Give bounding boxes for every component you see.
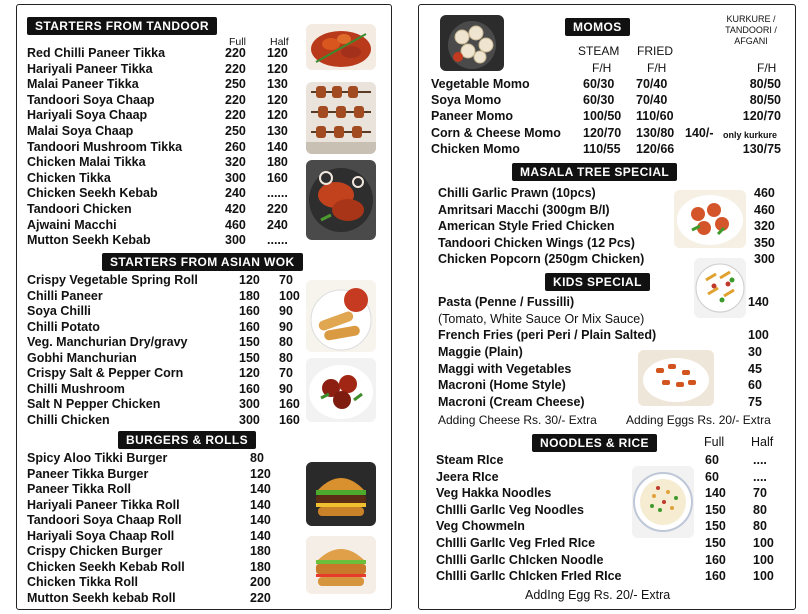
item-price: 30 (748, 344, 762, 359)
item-price-half: 100 (753, 536, 774, 550)
item-price-half: 240 (267, 217, 288, 232)
item-name: Chicken Tikka (27, 170, 111, 185)
item-price: 60 (748, 378, 762, 393)
tandoori-chicken-image (306, 160, 376, 240)
item-price-full: 250 (225, 77, 246, 92)
item-price: 100 (748, 328, 769, 342)
item-name: Tandoori Mushroom Tikka (27, 139, 183, 154)
item-name: Maggi with Vegetables (438, 361, 572, 376)
item-price-half: 100 (753, 552, 774, 567)
item-name: Tandoori Chicken (27, 202, 132, 216)
section-header-masala-tree: MASALA TREE SPECIAL (512, 163, 677, 181)
item-name: Steam RIce (436, 453, 504, 467)
item-price-steam: 110/55 (583, 141, 621, 156)
item-price: 140 (748, 295, 769, 309)
item-price: 180 (250, 544, 271, 558)
item-price-half: 70 (753, 486, 767, 501)
item-price-kurkure: 120/70 (742, 109, 781, 124)
item-price-half: 100 (753, 569, 774, 584)
section-header-kids: KIDS SPECIAL (545, 273, 650, 291)
item-name: Chicken Momo (431, 141, 520, 156)
item-price-half: 90 (279, 381, 293, 396)
col-kurkure-label: KURKURE / TANDOORI / AFGANI (725, 14, 777, 46)
item-name: Chicken Popcorn (250gm Chicken) (438, 252, 645, 266)
item-price-full: 160 (705, 569, 726, 584)
item-name: Tandoori Soya Chaap (27, 92, 155, 107)
section-header-burgers: BURGERS & ROLLS (118, 431, 256, 449)
item-name: Chilli Paneer (27, 288, 103, 303)
item-name: Malai Paneer Tikka (27, 77, 139, 92)
item-price-full: 250 (225, 124, 246, 138)
item-price-half: 100 (279, 288, 300, 303)
item-price-half: 80 (753, 502, 767, 517)
item-price: 120 (250, 466, 271, 481)
item-price-full: 220 (225, 46, 246, 60)
item-name: Chilli Mushroom (27, 381, 125, 396)
item-price-half: .... (753, 453, 767, 467)
col-steam-label: STEAM (578, 44, 620, 58)
item-price-full: 120 (239, 366, 260, 380)
item-name: Chicken Seekh Kebab Roll (27, 559, 185, 574)
col-half-label: Half (270, 36, 289, 48)
item-price-fried: 70/40 (636, 77, 668, 91)
item-name: Veg Hakka Noodles (436, 486, 552, 501)
item-name: Corn & Cheese Momo (431, 125, 561, 140)
soya-chaap-skewers-image (306, 82, 376, 154)
col-full-label: Full (229, 36, 246, 48)
pasta-sauce-options: (Tomato, White Sauce Or Mix Sauce) (438, 312, 645, 326)
item-price-half: 90 (279, 304, 293, 318)
item-price-full: 150 (705, 536, 726, 550)
item-price-half: 220 (267, 202, 288, 216)
note-adding-egg: AddIng Egg Rs. 20/- Extra (525, 588, 671, 602)
item-name: French Fries (peri Peri / Plain Salted) (438, 328, 657, 342)
item-price-half: 120 (267, 61, 288, 76)
item-name: Amritsari Macchi (300gm B/I) (438, 202, 610, 217)
item-price-half: 130 (267, 77, 288, 92)
item-price-full: 180 (239, 288, 260, 303)
item-price-full: 260 (225, 139, 246, 154)
item-price-full: 300 (225, 233, 246, 248)
item-name: Maggie (Plain) (438, 344, 523, 359)
item-price-half: 120 (267, 108, 288, 123)
pasta-image (694, 258, 746, 318)
item-name: Hariyali Paneer Tikka Roll (27, 497, 180, 512)
section-header-asian-wok: STARTERS FROM ASIAN WOK (102, 253, 303, 271)
item-price-half: 160 (279, 397, 300, 411)
item-price: 460 (754, 202, 775, 217)
item-price-half: 180 (267, 155, 288, 170)
item-price-full: 140 (705, 486, 726, 501)
item-price-full: 150 (705, 519, 726, 534)
item-name: Chilli Garlic Prawn (10pcs) (438, 186, 596, 200)
item-name: Soya Chilli (27, 304, 91, 318)
item-price-kurkure: 80/50 (749, 77, 781, 91)
item-price: 140 (250, 513, 271, 527)
paneer-tikka-image (306, 24, 376, 70)
item-price-half: 160 (279, 412, 300, 427)
burger-image (306, 462, 376, 526)
note-adding-eggs: Adding Eggs Rs. 20/- Extra (626, 413, 771, 427)
item-name: Crispy Salt & Pepper Corn (27, 366, 184, 380)
item-name: Paneer Tikka Burger (27, 466, 149, 481)
section-header-tandoor: STARTERS FROM TANDOOR (27, 17, 217, 35)
item-name: ChIlli GarlIc Veg Noodles (436, 502, 584, 517)
spring-roll-image (306, 280, 376, 352)
item-price-steam: 120/70 (583, 125, 622, 140)
item-name: ChIlli GarlIc ChIcken Noodle (436, 552, 604, 567)
item-price-full: 150 (705, 502, 726, 517)
col-half-label-noodles: Half (751, 435, 774, 449)
item-price: 140 (250, 497, 271, 512)
item-name: Hariyali Soya Chaap (27, 108, 148, 123)
item-price-fried: 120/66 (636, 141, 675, 156)
item-price-half: 160 (267, 170, 288, 185)
item-name: Pasta (Penne / Fussilli) (438, 295, 575, 309)
item-price-half: 80 (279, 350, 293, 365)
item-price-full: 300 (239, 397, 260, 411)
item-name: Paneer Momo (431, 109, 513, 124)
item-price-full: 220 (225, 92, 246, 107)
item-name: Spicy Aloo Tikki Burger (27, 451, 168, 465)
item-price: 140 (250, 528, 271, 543)
item-price-full: 160 (239, 304, 260, 318)
item-price-full: 150 (239, 350, 260, 365)
macroni-image (638, 350, 714, 406)
item-price-half: ...... (267, 186, 288, 201)
item-price: 460 (754, 186, 775, 200)
item-name: Ajwaini Macchi (27, 217, 117, 232)
note-adding-cheese: Adding Cheese Rs. 30/- Extra (438, 413, 597, 427)
item-price-steam: 100/50 (583, 109, 622, 124)
item-name: Hariyali Soya Chaap Roll (27, 528, 175, 543)
item-name: American Style Fried Chicken (438, 219, 615, 233)
item-price-full: 160 (239, 381, 260, 396)
chilli-chicken-image (306, 358, 376, 422)
item-price: 75 (748, 395, 762, 410)
item-price-fried: 130/80 (636, 125, 675, 140)
col-fried-label: FRIED (637, 44, 673, 58)
item-price: 45 (748, 361, 762, 376)
item-name: Chicken Tikka Roll (27, 575, 138, 589)
item-price-full: 160 (705, 552, 726, 567)
item-price-full: 120 (239, 273, 260, 287)
item-price-half: 70 (279, 366, 293, 380)
item-price-full: 160 (239, 319, 260, 334)
item-name: Chilli Potato (27, 319, 100, 334)
item-price-full: 420 (225, 202, 246, 216)
item-price-half: ...... (267, 233, 288, 248)
item-price-steam: 60/30 (583, 77, 615, 91)
item-name: Salt N Pepper Chicken (27, 397, 161, 411)
item-name: Gobhi Manchurian (27, 350, 137, 365)
item-name: ChIlli GarlIc Veg FrIed RIce (436, 536, 596, 550)
item-price: 180 (250, 559, 271, 574)
item-price-half: 120 (267, 46, 288, 60)
item-price-half: 130 (267, 124, 288, 138)
item-price-half: 70 (279, 273, 293, 287)
item-price: 80 (250, 451, 264, 465)
item-name: Mutton Seekh kebab Roll (27, 590, 176, 605)
item-name: Chicken Malai Tikka (27, 155, 146, 170)
item-price-half: .... (753, 469, 767, 484)
item-name: Crispy Vegetable Spring Roll (27, 273, 198, 287)
momos-image (440, 15, 504, 71)
item-price: 140 (250, 482, 271, 496)
item-price-full: 320 (225, 155, 246, 170)
item-price-full: 60 (705, 469, 719, 484)
item-name: Veg. Manchurian Dry/gravy (27, 335, 188, 349)
item-name: ChIlli GarlIc ChIcken FrIed RIce (436, 569, 622, 584)
item-price-kurkure: 80/50 (749, 93, 781, 108)
section-header-noodles-rice: NOODLES & RICE (532, 434, 657, 452)
item-price-half: 90 (279, 319, 293, 334)
item-name: Hariyali Paneer Tikka (27, 61, 153, 76)
kurkure-only-note: only kurkure (723, 129, 778, 140)
item-name: Chilli Chicken (27, 412, 110, 427)
item-name: Mutton Seekh Kebab (27, 233, 151, 248)
item-price-steam: 60/30 (583, 93, 615, 108)
chilli-garlic-prawn-image (674, 190, 746, 248)
crispy-chicken-burger-image (306, 536, 376, 594)
col-fh-fried: F/H (647, 61, 667, 75)
item-price-half: 80 (279, 335, 293, 349)
item-price-full: 150 (239, 335, 260, 349)
item-price-full: 300 (225, 170, 246, 185)
item-price-kurkure: 130/75 (742, 141, 781, 156)
col-fh-steam: F/H (592, 61, 612, 75)
item-name: Crispy Chicken Burger (27, 544, 163, 558)
item-price-full: 240 (225, 186, 246, 201)
col-fh-kurkure: F/H (757, 61, 777, 75)
item-name: Malai Soya Chaap (27, 124, 134, 138)
item-price: 350 (754, 235, 775, 250)
item-price: 200 (250, 575, 271, 589)
item-price-full: 460 (225, 217, 246, 232)
item-name: Macroni (Cream Cheese) (438, 395, 585, 410)
item-price-full: 220 (225, 61, 246, 76)
item-name: Tandoori Chicken Wings (12 Pcs) (438, 235, 635, 250)
item-price: 320 (754, 219, 775, 233)
item-name: Macroni (Home Style) (438, 378, 566, 393)
item-price-fried: 110/60 (636, 109, 674, 124)
item-price-full: 220 (225, 108, 246, 123)
item-name: Veg ChowmeIn (436, 519, 525, 534)
item-price-half: 80 (753, 519, 767, 534)
item-price-kurkure: 140/- (685, 125, 714, 140)
col-full-label-noodles: Full (704, 435, 725, 449)
item-price-half: 140 (267, 139, 288, 154)
item-name: Red Chilli Paneer Tikka (27, 46, 166, 60)
item-name: Jeera RIce (436, 469, 499, 484)
item-name: Paneer Tikka Roll (27, 482, 131, 496)
item-price: 300 (754, 252, 775, 266)
section-header-momos: MOMOS (565, 18, 630, 36)
item-name: Soya Momo (431, 93, 502, 108)
fried-rice-image (632, 466, 694, 538)
item-price-half: 120 (267, 92, 288, 107)
item-price-full: 60 (705, 453, 719, 467)
item-name: Chicken Seekh Kebab (27, 186, 158, 201)
item-name: Vegetable Momo (431, 77, 530, 91)
item-name: Tandoori Soya Chaap Roll (27, 513, 182, 527)
item-price-full: 300 (239, 412, 260, 427)
item-price: 220 (250, 590, 271, 605)
item-price-fried: 70/40 (636, 93, 668, 108)
